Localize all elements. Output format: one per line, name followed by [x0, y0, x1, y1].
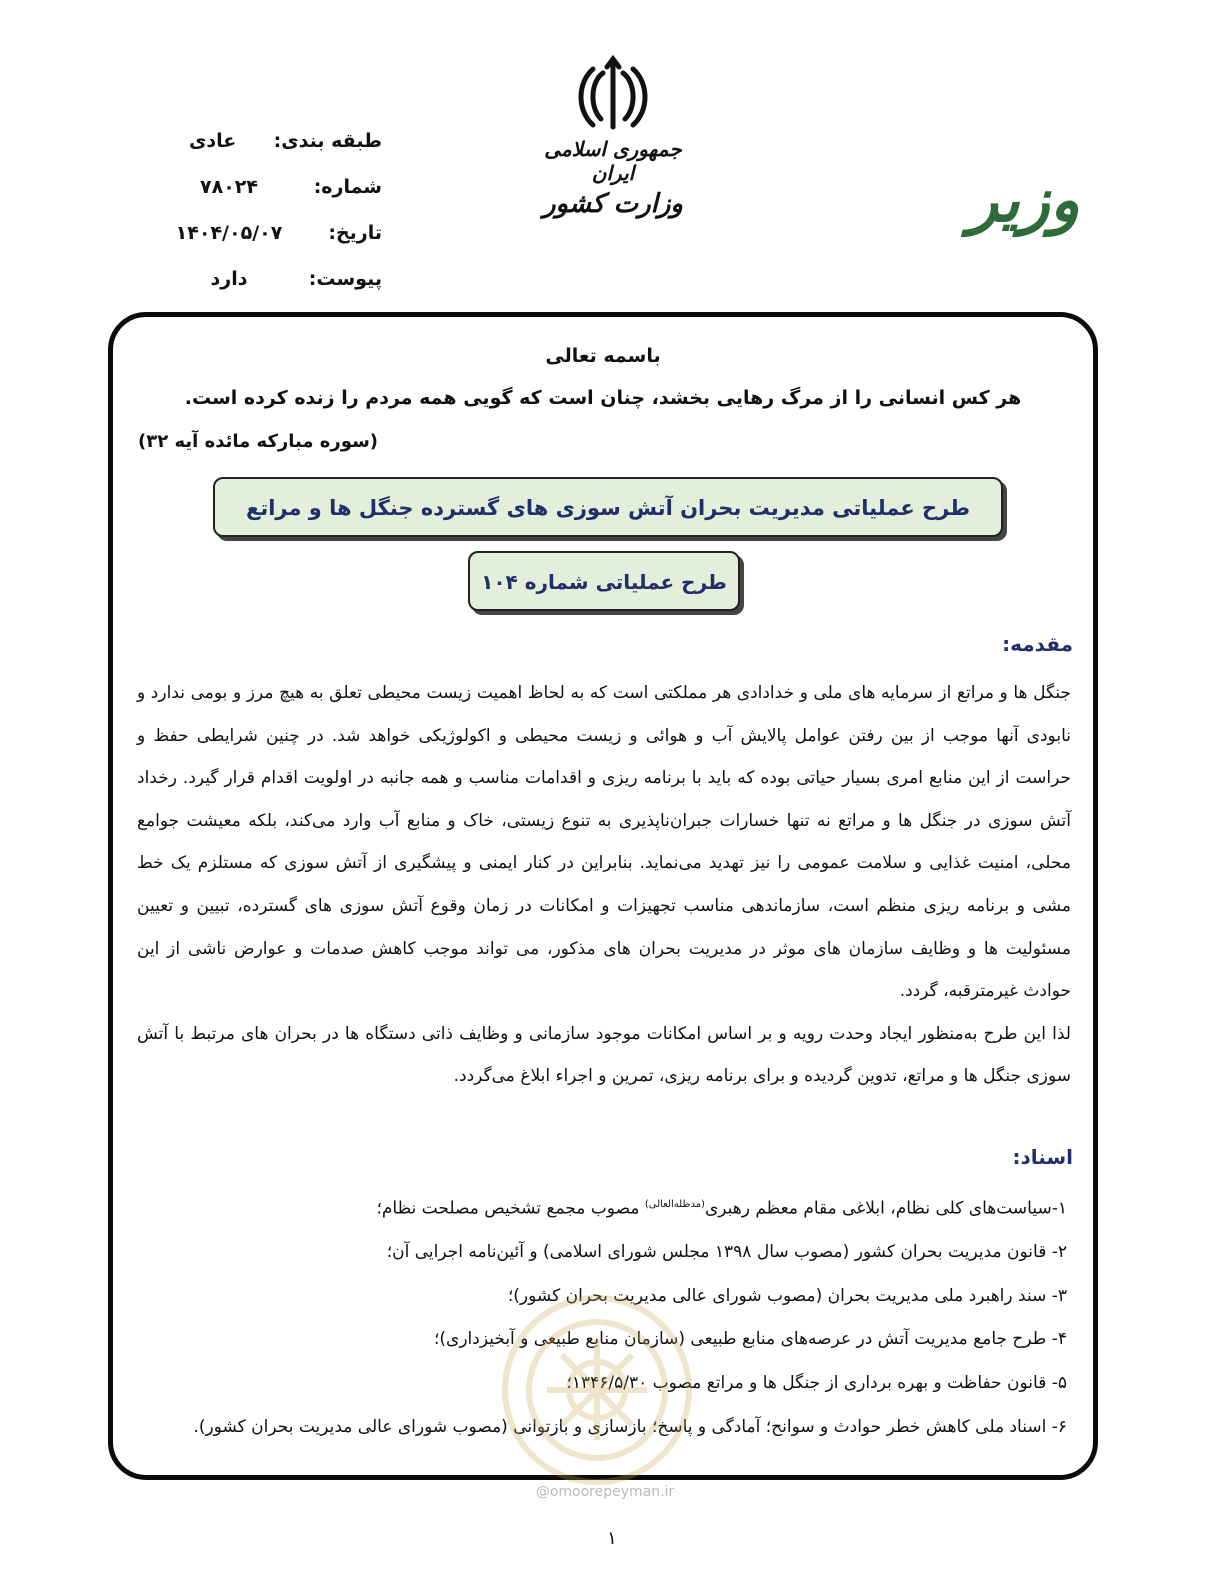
emblem-ministry-text: وزارت کشور: [543, 189, 683, 219]
list-item: ۵- قانون حفاظت و بهره برداری از جنگل ها و مراتع مصوب ۱۳۴۶/۵/۳۰؛: [566, 1373, 1067, 1394]
intro-paragraph: لذا این طرح به‌منظور ایجاد وحدت رویه و بر اساس امکانات موجود سازمانی و وظایف ذاتی دستگاه ها در بحران های مرتبط با آتش سوزی جنگل ها و مراتع، تدوین گردیده و برای برنامه ریزی، تمرین و اجراء ابلاغ می‌گردد.: [137, 1023, 1071, 1087]
meta-classification: [165, 118, 390, 164]
list-item: ۲- قانون مدیریت بحران کشور (مصوب سال ۱۳۹۸ مجلس شورای اسلامی) و آئین‌نامه اجرایی آن؛: [386, 1242, 1067, 1263]
quran-verse: هر کس انسانی را از مرگ رهایی بخشد، چنان است که گویی همه مردم را زنده کرده است.: [184, 387, 1022, 409]
intro-heading: مقدمه:: [1002, 632, 1073, 656]
intro-body: [137, 672, 1071, 1098]
meta-number: [165, 164, 390, 210]
emblem-country-text: جمهوری اسلامی ایران: [544, 137, 682, 185]
documents-heading: اسناد:: [1012, 1145, 1073, 1169]
meta-number-value: ۷۸۰۲۴: [200, 176, 258, 198]
list-item: ۴- طرح جامع مدیریت آتش در عرصه‌های منابع طبیعی (سازمان منابع طبیعی و آبخیزداری)؛: [434, 1329, 1067, 1350]
intro-paragraph: جنگل ها و مراتع از سرمایه های ملی و خدادادی هر مملکتی است که به لحاظ اهمیت زیست محیطی تعلق به هیچ مرز و بومی ندارد و نابودی آنها موجب از بین رفتن عوامل پالایش آب و هوائی و زیست محیطی و اکولوژیکی خواهد شد. در چنین شرایطی حفظ و حراست از این منابع امری بسیار حیاتی بوده که باید با برنامه ریزی و اقدامات مناسب و همه جانبه در اولویت اقدام قرار گیرد. رخداد آتش سوزی در جنگل ها و مراتع نه تنها خسارات جبران‌ناپذیری به تنوع زیستی، خاک و منابع آب وارد می‌کند، بلکه معیشت جوامع محلی، امنیت غذایی و سلامت عمومی را نیز تهدید می‌نماید. بنابراین در کنار ایمنی و پیشگیری از آتش سوزی که مستلزم یک خط مشی و برنامه ریزی منظم است، سازماندهی مناسب تجهیزات و امکانات در زمان وقوع آتش سوزی های گسترده، تبیین و تعیین مسئولیت ها و وظایف سازمان های موثر در مدیریت بحران های مذکور، می تواند موجب کاهش صدمات و عوارض ناشی از این حوادث غیرمترقبه، گردد.: [137, 683, 1071, 1002]
meta-classification-label: طبقه بندی:: [273, 130, 382, 152]
list-item: ۳- سند راهبرد ملی مدیریت بحران (مصوب شورای عالی مدیریت بحران کشور)؛: [507, 1285, 1067, 1306]
list-item: ۶- اسناد ملی کاهش خطر حوادث و سوانح؛ آمادگی و پاسخ؛ بازسازی و بازتوانی (مصوب شورای عالی مدیریت بحران کشور).: [193, 1416, 1067, 1437]
meta-date: [165, 210, 390, 256]
meta-date-value: ۱۴۰۴/۰۵/۰۷: [175, 222, 283, 244]
plan-title: طرح عملیاتی مدیریت بحران آتش سوزی های گسترده جنگل ها و مراتع: [213, 477, 1003, 537]
ministry-emblem: [528, 55, 698, 245]
plan-number: طرح عملیاتی شماره ۱۰۴: [468, 551, 740, 611]
iran-emblem-icon: [573, 55, 653, 135]
meta-attachment-value: دارد: [210, 268, 248, 290]
verse-reference: (سوره مبارکه مائده آیه ۳۲): [137, 431, 378, 452]
meta-date-label: تاریخ:: [328, 222, 382, 244]
letter-meta: [165, 118, 390, 302]
minister-logo: وزیر: [968, 163, 1080, 236]
meta-attachment-label: پیوست:: [308, 268, 382, 290]
bismillah-heading: باسمه تعالی: [545, 345, 661, 367]
watermark-seal-icon: [492, 1285, 702, 1495]
meta-attachment: [165, 256, 390, 302]
page-number: ۱: [607, 1528, 617, 1549]
list-item: ۱-سیاست‌های کلی نظام، ابلاغی مقام معظم رهبری$^{(مدظله‌العالی)}$ مصوب مجمع تشخیص مصلحت نظام؛: [376, 1198, 1067, 1219]
meta-classification-value: عادی: [189, 130, 237, 152]
meta-number-label: شماره:: [313, 176, 382, 198]
watermark-url: @omoorepeyman.ir: [535, 1484, 675, 1500]
